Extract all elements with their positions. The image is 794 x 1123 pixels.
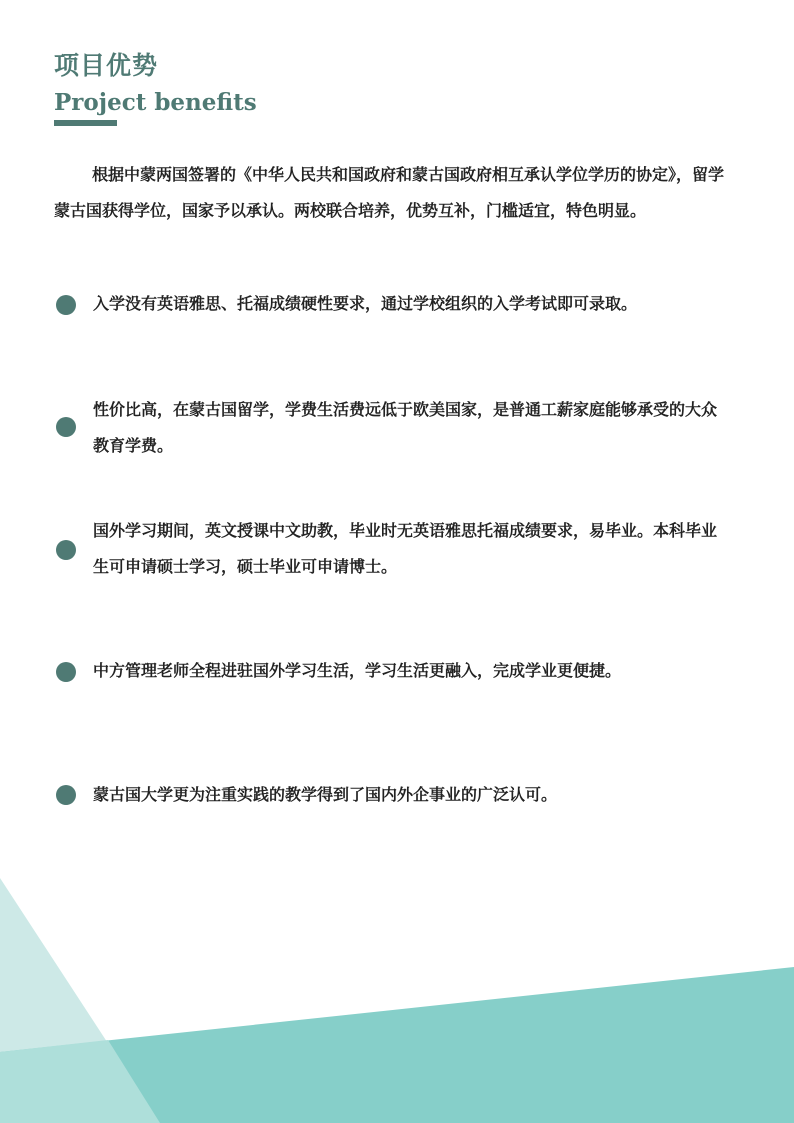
- benefit-text: 国外学习期间，英文授课中文助教，毕业时无英语雅思托福成绩要求，易毕业。本科毕业生可申请硕士学习，硕士毕业可申请博士。: [93, 521, 718, 576]
- intro-paragraph: 根据中蒙两国签署的《中华人民共和国政府和蒙古国政府相互承认学位学历的协定》，留学蒙古国获得学位，国家予以承认。两校联合培养，优势互补，门槛适宜，特色明显。: [54, 165, 725, 220]
- benefit-text: 中方管理老师全程进驻国外学习生活，学习生活更融入，完成学业更便捷。: [93, 661, 622, 680]
- page-subtitle: Project benefits: [54, 89, 257, 116]
- page-title: 项目优势: [54, 51, 159, 80]
- benefit-text: 入学没有英语雅思、托福成绩硬性要求，通过学校组织的入学考试即可录取。: [93, 294, 638, 313]
- benefit-text: 性价比高，在蒙古国留学，学费生活费远低于欧美国家，是普通工薪家庭能够承受的大众教育学费。: [93, 400, 718, 455]
- benefit-text: 蒙古国大学更为注重实践的教学得到了国内外企事业的广泛认可。: [93, 785, 558, 804]
